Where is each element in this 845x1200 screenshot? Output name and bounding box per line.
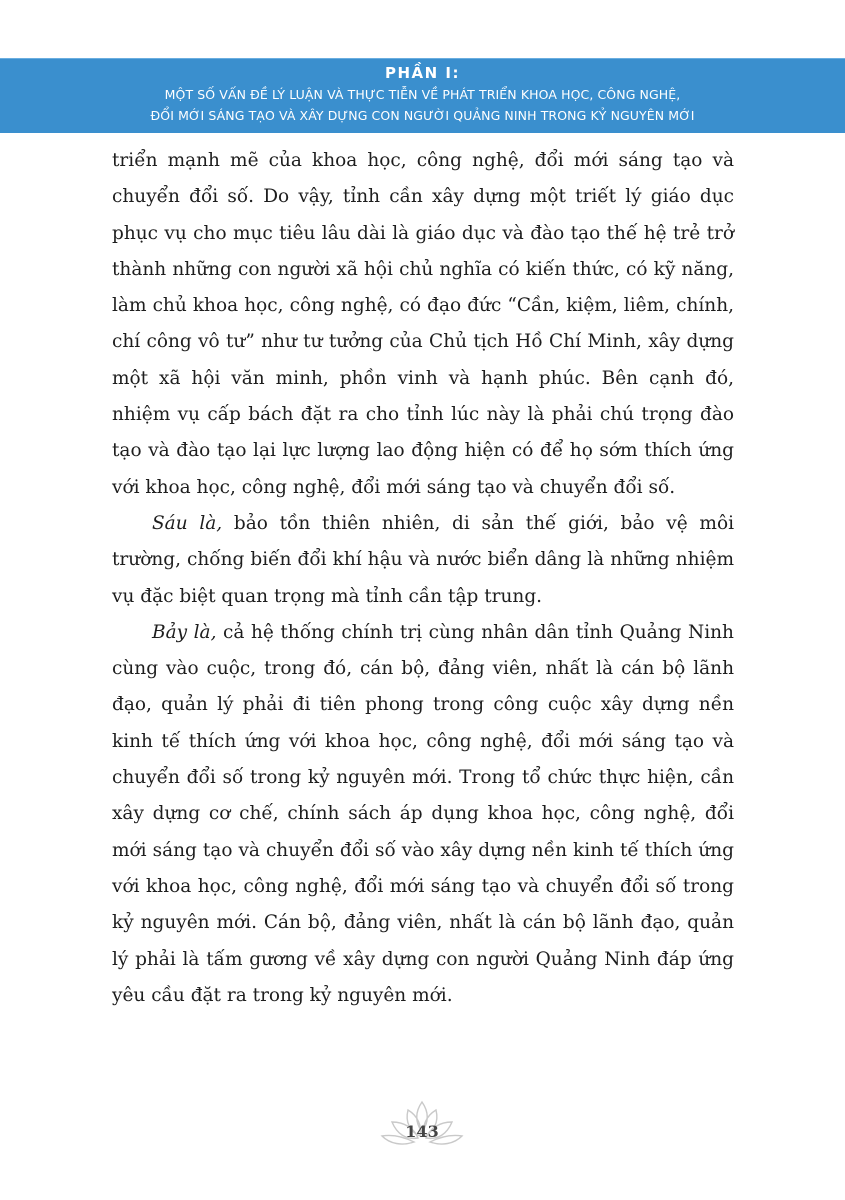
paragraph-3-lead: Bảy là, <box>152 621 217 643</box>
section-header <box>0 58 845 133</box>
body-text <box>112 143 734 1014</box>
paragraph-3-text: cả hệ thống chính trị cùng nhân dân tỉnh Quảng Ninh cùng vào cuộc, trong đó, cán bộ, đảng viên, nhất là cán bộ lãnh đạo, quản lý phải đi tiên phong trong công cuộc xây dựng nền kinh tế thích ứng với khoa học, công nghệ, đổi mới sáng tạo và chuyển đổi số trong kỷ nguyên mới. Trong tổ chức thực hiện, cần xây dựng cơ chế, chính sách áp dụng khoa học, công nghệ, đổi mới sáng tạo và chuyển đổi số vào xây dựng nền kinh tế thích ứng với khoa học, công nghệ, đổi mới sáng tạo và chuyển đổi số trong kỷ nguyên mới. Cán bộ, đảng viên, nhất là cán bộ lãnh đạo, quản lý phải là tấm gương về xây dựng con người Quảng Ninh đáp ứng yêu cầu đặt ra trong kỷ nguyên mới. <box>112 621 734 1006</box>
paragraph-2-text: bảo tồn thiên nhiên, di sản thế giới, bảo vệ môi trường, chống biến đổi khí hậu và nước biển dâng là những nhiệm vụ đặc biệt quan trọng mà tỉnh cần tập trung. <box>112 512 734 607</box>
paragraph-2 <box>112 506 734 615</box>
paragraph-3 <box>112 615 734 1014</box>
paragraph-1: triển mạnh mẽ của khoa học, công nghệ, đổi mới sáng tạo và chuyển đổi số. Do vậy, tỉnh cần xây dựng một triết lý giáo dục phục vụ cho mục tiêu lâu dài là giáo dục và đào tạo thế hệ trẻ trở thành những con người xã hội chủ nghĩa có kiến thức, có kỹ năng, làm chủ khoa học, công nghệ, có đạo đức “Cần, kiệm, liêm, chính, chí công vô tư” như tư tưởng của Chủ tịch Hồ Chí Minh, xây dựng một xã hội văn minh, phồn vinh và hạnh phúc. Bên cạnh đó, nhiệm vụ cấp bách đặt ra cho tỉnh lúc này là phải chú trọng đào tạo và đào tạo lại lực lượng lao động hiện có để họ sớm thích ứng với khoa học, công nghệ, đổi mới sáng tạo và chuyển đổi số. <box>112 150 734 498</box>
part-subtitle-line2: ĐỔI MỚI SÁNG TẠO VÀ XÂY DỰNG CON NGƯỜI QUẢNG NINH TRONG KỶ NGUYÊN MỚI <box>150 108 695 123</box>
part-subtitle-line1: MỘT SỐ VẤN ĐỀ LÝ LUẬN VÀ THỰC TIỄN VỀ PHÁT TRIỂN KHOA HỌC, CÔNG NGHỆ, <box>164 87 681 102</box>
part-title: PHẦN I: <box>384 64 460 82</box>
page-footer <box>372 1098 472 1158</box>
paragraph-2-lead: Sáu là, <box>152 512 223 534</box>
page-number: 143 <box>405 1122 439 1141</box>
